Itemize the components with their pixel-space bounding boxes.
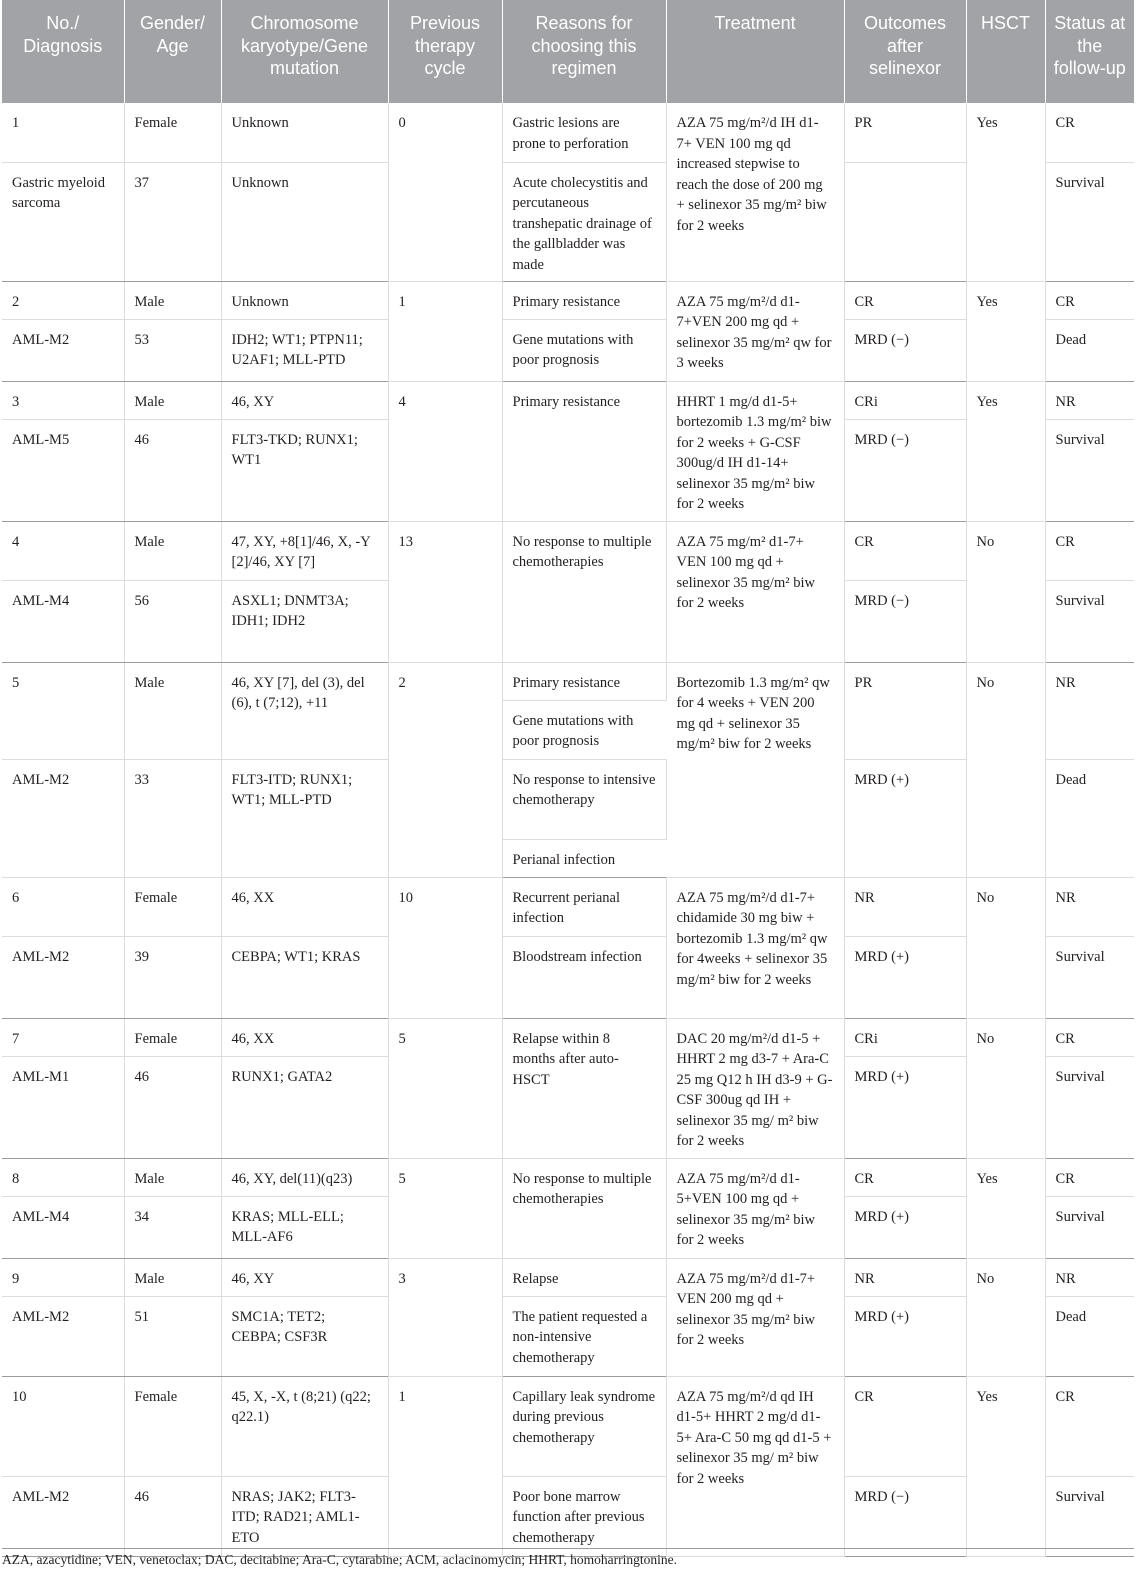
- table-row: [2, 162, 1134, 281]
- status-cell: CR: [1045, 1158, 1134, 1196]
- table-row: [2, 1158, 1134, 1196]
- col-header-status: Status at the follow-up: [1045, 0, 1134, 103]
- karyotype-cell: 46, XY, del(11)(q23): [221, 1158, 388, 1196]
- hsct-cell: No: [966, 521, 1045, 662]
- reason-cell: Primary resistance: [502, 381, 666, 521]
- age-cell: 33: [124, 759, 221, 877]
- reason-cell: Acute cholecystitis and percutaneous transhepatic drainage of the gallbladder was made: [502, 162, 666, 281]
- status-cell: CR: [1045, 1376, 1134, 1476]
- gender-cell: Female: [124, 877, 221, 936]
- status-cell: NR: [1045, 877, 1134, 936]
- table-footnote: AZA, azacytidine; VEN, venetoclax; DAC, decitabine; Ara-C, cytarabine; ACM, aclacinomycin; HHRT, homoharringtonine.: [2, 1548, 1134, 1569]
- hsct-cell: Yes: [966, 281, 1045, 381]
- case-number: 9: [2, 1258, 124, 1296]
- reason-cell: Poor bone marrow function after previous chemotherapy: [502, 1476, 666, 1556]
- previous-cycle-cell: 4: [388, 381, 502, 521]
- karyotype-cell: 46, XY: [221, 1258, 388, 1296]
- diagnosis-cell: AML-M4: [2, 580, 124, 662]
- header-row: [2, 0, 1134, 103]
- status-followup-cell: Survival: [1045, 1476, 1134, 1556]
- status-followup-cell: Survival: [1045, 580, 1134, 662]
- karyotype-cell: Unknown: [221, 281, 388, 319]
- mutation-cell: IDH2; WT1; PTPN11; U2AF1; MLL-PTD: [221, 319, 388, 381]
- col-header-previous-cycle: Previous therapy cycle: [388, 0, 502, 103]
- col-header-treatment: Treatment: [666, 0, 844, 103]
- diagnosis-cell: AML-M2: [2, 1476, 124, 1556]
- mrd-cell: MRD (+): [844, 759, 966, 877]
- outcome-cell: CRi: [844, 381, 966, 419]
- treatment-cell: HHRT 1 mg/d d1-5+ bortezomib 1.3 mg/m² biw for 2 weeks + G-CSF 300ug/d IH d1-14+ selinexor 35 mg/m² biw for 2 weeks: [666, 381, 844, 521]
- gender-cell: Male: [124, 1258, 221, 1296]
- mrd-cell: [844, 162, 966, 281]
- table-row: [2, 1258, 1134, 1296]
- case-number: 8: [2, 1158, 124, 1196]
- age-cell: 39: [124, 936, 221, 1018]
- table-row: [2, 662, 1134, 700]
- status-cell: NR: [1045, 381, 1134, 419]
- case-number: 1: [2, 103, 124, 162]
- outcome-cell: CRi: [844, 1018, 966, 1056]
- status-followup-cell: Dead: [1045, 319, 1134, 381]
- reason-cell: Gene mutations with poor prognosis: [502, 319, 666, 381]
- case-number: 4: [2, 521, 124, 580]
- age-cell: 53: [124, 319, 221, 381]
- table-row: [2, 936, 1134, 1018]
- gender-cell: Female: [124, 1018, 221, 1056]
- hsct-cell: No: [966, 877, 1045, 1018]
- table-row: [2, 1018, 1134, 1056]
- case-number: 7: [2, 1018, 124, 1056]
- case-number: 5: [2, 662, 124, 759]
- diagnosis-cell: AML-M5: [2, 419, 124, 521]
- gender-cell: Male: [124, 521, 221, 580]
- table-row: [2, 381, 1134, 419]
- mrd-cell: MRD (−): [844, 1476, 966, 1556]
- table-row: [2, 103, 1134, 162]
- previous-cycle-cell: 1: [388, 1376, 502, 1556]
- col-header-reasons: Reasons for choosing this regimen: [502, 0, 666, 103]
- status-cell: CR: [1045, 521, 1134, 580]
- mutation-cell: Unknown: [221, 162, 388, 281]
- gender-cell: Male: [124, 662, 221, 759]
- previous-cycle-cell: 13: [388, 521, 502, 662]
- hsct-cell: No: [966, 1018, 1045, 1158]
- table-body: [2, 103, 1134, 1556]
- age-cell: 51: [124, 1296, 221, 1376]
- reason-cell: Relapse: [502, 1258, 666, 1296]
- treatment-cell: AZA 75 mg/m²/d d1-5+VEN 100 mg qd + selinexor 35 mg/m² biw for 2 weeks: [666, 1158, 844, 1258]
- karyotype-cell: 45, X, -X, t (8;21) (q22; q22.1): [221, 1376, 388, 1476]
- treatment-cell: AZA 75 mg/m²/d qd IH d1-5+ HHRT 2 mg/d d1-5+ Ara-C 50 mg qd d1-5 + selinexor 35 mg/ m² biw for 2 weeks: [666, 1376, 844, 1556]
- karyotype-cell: 46, XY [7], del (3), del (6), t (7;12), +11: [221, 662, 388, 759]
- outcome-cell: NR: [844, 877, 966, 936]
- karyotype-cell: Unknown: [221, 103, 388, 162]
- status-followup-cell: Dead: [1045, 759, 1134, 877]
- mrd-cell: MRD (−): [844, 319, 966, 381]
- diagnosis-cell: AML-M2: [2, 759, 124, 877]
- mutation-cell: SMC1A; TET2; CEBPA; CSF3R: [221, 1296, 388, 1376]
- previous-cycle-cell: 1: [388, 281, 502, 381]
- reason-cell: Recurrent perianal infection: [502, 877, 666, 936]
- outcome-cell: CR: [844, 1158, 966, 1196]
- table-row: [2, 1376, 1134, 1476]
- treatment-cell: Bortezomib 1.3 mg/m² qw for 4 weeks + VEN 200 mg qd + selinexor 35 mg/m² biw for 2 weeks: [666, 662, 844, 877]
- col-header-hsct: HSCT: [966, 0, 1045, 103]
- age-cell: 56: [124, 580, 221, 662]
- mutation-cell: CEBPA; WT1; KRAS: [221, 936, 388, 1018]
- status-cell: CR: [1045, 281, 1134, 319]
- case-number: 10: [2, 1376, 124, 1476]
- treatment-cell: AZA 75 mg/m²/d d1-7+ VEN 200 mg qd + selinexor 35 mg/m² biw for 2 weeks: [666, 1258, 844, 1376]
- outcome-cell: CR: [844, 1376, 966, 1476]
- reason-cell: Primary resistance: [502, 662, 666, 700]
- reason-cell: Relapse within 8 months after auto-HSCT: [502, 1018, 666, 1158]
- age-cell: 46: [124, 1056, 221, 1158]
- diagnosis-cell: AML-M2: [2, 319, 124, 381]
- mutation-cell: NRAS; JAK2; FLT3-ITD; RAD21; AML1-ETO: [221, 1476, 388, 1556]
- mrd-cell: MRD (−): [844, 580, 966, 662]
- status-cell: CR: [1045, 1018, 1134, 1056]
- age-cell: 34: [124, 1196, 221, 1258]
- hsct-cell: Yes: [966, 1376, 1045, 1556]
- age-cell: 37: [124, 162, 221, 281]
- reason-cell: Capillary leak syndrome during previous chemotherapy: [502, 1376, 666, 1476]
- status-followup-cell: Survival: [1045, 419, 1134, 521]
- status-followup-cell: Survival: [1045, 1196, 1134, 1258]
- mutation-cell: ASXL1; DNMT3A; IDH1; IDH2: [221, 580, 388, 662]
- reason-cell: Bloodstream infection: [502, 936, 666, 1018]
- karyotype-cell: 46, XX: [221, 1018, 388, 1056]
- previous-cycle-cell: 10: [388, 877, 502, 1018]
- mutation-cell: FLT3-ITD; RUNX1; WT1; MLL-PTD: [221, 759, 388, 877]
- diagnosis-cell: AML-M2: [2, 1296, 124, 1376]
- age-cell: 46: [124, 419, 221, 521]
- status-followup-cell: Survival: [1045, 1056, 1134, 1158]
- mrd-cell: MRD (+): [844, 1296, 966, 1376]
- previous-cycle-cell: 5: [388, 1018, 502, 1158]
- table-row: [2, 521, 1134, 580]
- hsct-cell: No: [966, 662, 1045, 877]
- previous-cycle-cell: 5: [388, 1158, 502, 1258]
- table-row: [2, 1476, 1134, 1556]
- treatment-cell: DAC 20 mg/m²/d d1-5 + HHRT 2 mg d3-7 + Ara-C 25 mg Q12 h IH d3-9 + G-CSF 300ug qd IH + selinexor 35 mg/ m² biw for 2 weeks: [666, 1018, 844, 1158]
- mrd-cell: MRD (−): [844, 419, 966, 521]
- case-number: 3: [2, 381, 124, 419]
- case-number: 6: [2, 877, 124, 936]
- karyotype-cell: 46, XX: [221, 877, 388, 936]
- outcome-cell: PR: [844, 662, 966, 759]
- karyotype-cell: 47, XY, +8[1]/46, X, -Y [2]/46, XY [7]: [221, 521, 388, 580]
- previous-cycle-cell: 2: [388, 662, 502, 877]
- diagnosis-cell: AML-M1: [2, 1056, 124, 1158]
- status-followup-cell: Dead: [1045, 1296, 1134, 1376]
- outcome-cell: PR: [844, 103, 966, 162]
- karyotype-cell: 46, XY: [221, 381, 388, 419]
- table-row: [2, 319, 1134, 381]
- treatment-cell: AZA 75 mg/m²/d d1-7+ chidamide 30 mg biw + bortezomib 1.3 mg/m² qw for 4weeks + selinexor 35 mg/m² biw for 2 weeks: [666, 877, 844, 1018]
- mutation-cell: KRAS; MLL-ELL; MLL-AF6: [221, 1196, 388, 1258]
- col-header-karyotype: Chromosome karyotype/Gene mutation: [221, 0, 388, 103]
- age-cell: 46: [124, 1476, 221, 1556]
- reason-cell: Perianal infection: [502, 839, 666, 877]
- clinical-characteristics-table: [2, 0, 1134, 1557]
- mutation-cell: FLT3-TKD; RUNX1; WT1: [221, 419, 388, 521]
- hsct-cell: Yes: [966, 1158, 1045, 1258]
- treatment-cell: AZA 75 mg/m²/d d1-7+VEN 200 mg qd + selinexor 35 mg/m² qw for 3 weeks: [666, 281, 844, 381]
- reason-cell: No response to multiple chemotherapies: [502, 521, 666, 662]
- mrd-cell: MRD (+): [844, 1196, 966, 1258]
- status-followup-cell: Survival: [1045, 162, 1134, 281]
- gender-cell: Male: [124, 1158, 221, 1196]
- reason-cell: The patient requested a non-intensive chemotherapy: [502, 1296, 666, 1376]
- hsct-cell: Yes: [966, 381, 1045, 521]
- table-row: [2, 1296, 1134, 1376]
- mrd-cell: MRD (+): [844, 936, 966, 1018]
- status-followup-cell: Survival: [1045, 936, 1134, 1018]
- gender-cell: Female: [124, 1376, 221, 1476]
- treatment-cell: AZA 75 mg/m² d1-7+ VEN 100 mg qd + selinexor 35 mg/m² biw for 2 weeks: [666, 521, 844, 662]
- gender-cell: Male: [124, 381, 221, 419]
- reason-cell: No response to multiple chemotherapies: [502, 1158, 666, 1258]
- case-number: 2: [2, 281, 124, 319]
- treatment-cell: AZA 75 mg/m²/d IH d1-7+ VEN 100 mg qd increased stepwise to reach the dose of 200 mg + selinexor 35 mg/m² biw for 2 weeks: [666, 103, 844, 281]
- diagnosis-cell: AML-M2: [2, 936, 124, 1018]
- reason-cell: Gastric lesions are prone to perforation: [502, 103, 666, 162]
- table-row: [2, 281, 1134, 319]
- previous-cycle-cell: 3: [388, 1258, 502, 1376]
- reason-cell: Primary resistance: [502, 281, 666, 319]
- diagnosis-cell: Gastric myeloid sarcoma: [2, 162, 124, 281]
- hsct-cell: No: [966, 1258, 1045, 1376]
- mrd-cell: MRD (+): [844, 1056, 966, 1158]
- status-cell: CR: [1045, 103, 1134, 162]
- reason-cell: No response to intensive chemotherapy: [502, 759, 666, 839]
- outcome-cell: CR: [844, 521, 966, 580]
- table-row: [2, 759, 1134, 839]
- status-cell: NR: [1045, 662, 1134, 759]
- outcome-cell: NR: [844, 1258, 966, 1296]
- gender-cell: Female: [124, 103, 221, 162]
- previous-cycle-cell: 0: [388, 103, 502, 281]
- diagnosis-cell: AML-M4: [2, 1196, 124, 1258]
- col-header-gender-age: Gender/ Age: [124, 0, 221, 103]
- status-cell: NR: [1045, 1258, 1134, 1296]
- col-header-diagnosis: No./ Diagnosis: [2, 0, 124, 103]
- reason-cell: Gene mutations with poor prognosis: [502, 700, 666, 759]
- table-row: [2, 877, 1134, 936]
- outcome-cell: CR: [844, 281, 966, 319]
- gender-cell: Male: [124, 281, 221, 319]
- mutation-cell: RUNX1; GATA2: [221, 1056, 388, 1158]
- hsct-cell: Yes: [966, 103, 1045, 281]
- col-header-outcomes: Outcomes after selinexor: [844, 0, 966, 103]
